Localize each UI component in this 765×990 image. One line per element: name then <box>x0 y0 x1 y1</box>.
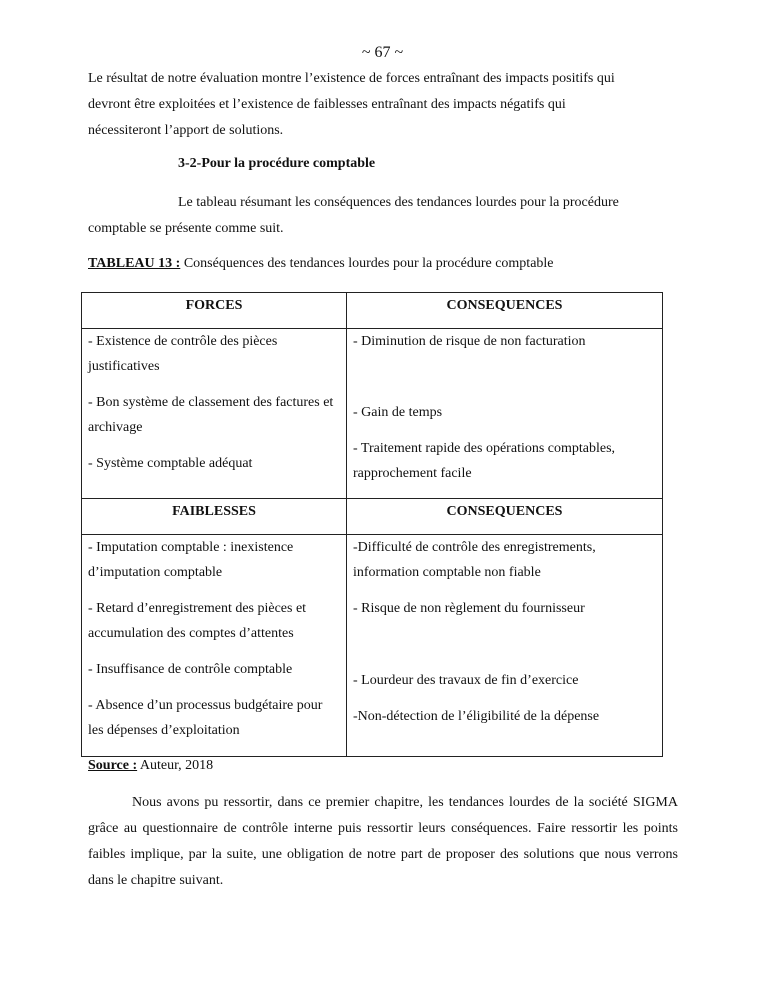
source-text: Auteur, 2018 <box>137 758 214 773</box>
table-source <box>88 758 213 774</box>
intro-line: devront être exploitées et l’existence de faiblesses entraînant des impacts négatifs qui <box>88 97 566 112</box>
weaknesses-cell <box>82 535 347 757</box>
table-intro-paragraph <box>88 190 678 242</box>
table-caption <box>88 256 554 272</box>
source-label: Source : <box>88 758 138 773</box>
consequences-table <box>81 292 663 757</box>
list-item: -Non-détection de l’éligibilité de la dépense <box>353 709 600 724</box>
table-caption-label: TABLEAU 13 : <box>88 256 181 271</box>
list-item: - Insuffisance de contrôle comptable <box>88 662 293 677</box>
forces-consequences-header: CONSEQUENCES <box>347 293 663 329</box>
list-item: - Absence d’un processus budgétaire pour les dépenses d’exploitation <box>88 698 323 738</box>
list-item: - Risque de non règlement du fournisseur <box>353 601 585 616</box>
weaknesses-header: FAIBLESSES <box>82 499 347 535</box>
weaknesses-consequences-cell <box>347 535 663 757</box>
section-heading: 3-2-Pour la procédure comptable <box>178 156 376 171</box>
table-header-row <box>82 499 663 535</box>
table-intro-line: comptable se présente comme suit. <box>88 221 284 236</box>
list-item: -Difficulté de contrôle des enregistrements, information comptable non fiable <box>353 540 596 580</box>
table-intro-line: Le tableau résumant les conséquences des tendances lourdes pour la procédure <box>178 195 619 210</box>
table-row <box>82 329 663 499</box>
intro-line: Le résultat de notre évaluation montre l’existence de forces entraînant des impacts positifs qui <box>88 71 615 86</box>
list-item: - Bon système de classement des factures et archivage <box>88 395 334 435</box>
forces-cell <box>82 329 347 499</box>
intro-line: nécessiteront l’apport de solutions. <box>88 123 284 138</box>
page-number: ~ 67 ~ <box>361 44 404 61</box>
table-header-row <box>82 293 663 329</box>
table-caption-text: Conséquences des tendances lourdes pour la procédure comptable <box>180 256 554 271</box>
forces-consequences-cell <box>347 329 663 499</box>
intro-paragraph <box>88 66 678 144</box>
table-row <box>82 535 663 757</box>
list-item: - Retard d’enregistrement des pièces et accumulation des comptes d’attentes <box>88 601 307 641</box>
conclusion-paragraph: Nous avons pu ressortir, dans ce premier chapitre, les tendances lourdes de la société SIGMA grâce au questionnaire de contrôle interne puis ressortir leurs conséquences. Faire ressortir les points faibles implique, par la suite, une obligation de notre part de proposer des solutions que nous verrons dans le chapitre suivant. <box>88 795 678 888</box>
list-item: - Lourdeur des travaux de fin d’exercice <box>353 673 579 688</box>
list-item: - Imputation comptable : inexistence d’imputation comptable <box>88 540 294 580</box>
list-item: - Diminution de risque de non facturation <box>353 334 586 349</box>
list-item: - Existence de contrôle des pièces justificatives <box>88 334 278 374</box>
list-item: - Gain de temps <box>353 405 443 420</box>
list-item: - Traitement rapide des opérations comptables, rapprochement facile <box>353 441 616 481</box>
list-item: - Système comptable adéquat <box>88 456 253 471</box>
forces-header: FORCES <box>82 293 347 329</box>
weaknesses-consequences-header: CONSEQUENCES <box>347 499 663 535</box>
